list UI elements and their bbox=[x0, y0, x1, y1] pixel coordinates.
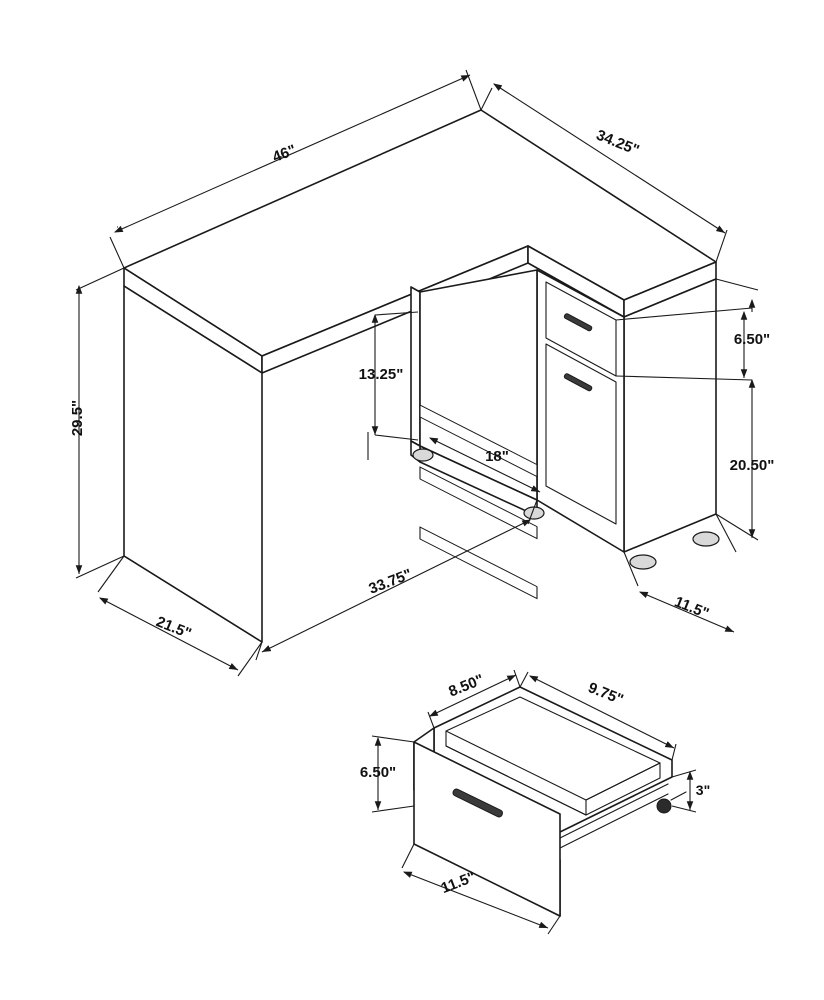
dim-drawer-face-height: 6.50" bbox=[733, 331, 771, 348]
main-desk-view bbox=[69, 70, 774, 676]
drawer-detail-view bbox=[360, 670, 710, 934]
foot-front bbox=[630, 555, 656, 569]
dim-shelf-height: 13.25" bbox=[358, 366, 404, 383]
dim-left-panel-depth: 21.5" bbox=[153, 613, 194, 643]
dim-top-right-depth: 34.25" bbox=[593, 126, 642, 160]
dim-cabinet-height: 20.50" bbox=[729, 457, 775, 474]
dim-drawer-slide-height: 3" bbox=[695, 782, 711, 798]
dim-overall-height: 29.5" bbox=[69, 399, 86, 437]
dim-top-left-width: 46" bbox=[270, 141, 299, 166]
dim-drawer-face-width: 11.5" bbox=[438, 868, 478, 898]
foot-shelf-left bbox=[413, 449, 433, 461]
dim-cabinet-depth: 11.5" bbox=[672, 593, 712, 623]
foot-right bbox=[693, 532, 719, 546]
dim-front-width: 33.75" bbox=[366, 565, 415, 598]
dim-drawer-face-height-detail: 6.50" bbox=[359, 764, 397, 781]
dim-shelf-width: 18" bbox=[485, 448, 509, 465]
dim-drawer-inner-width: 9.75" bbox=[585, 679, 626, 709]
dim-drawer-inner-depth: 8.50" bbox=[446, 671, 487, 701]
open-shelf-unit bbox=[411, 270, 537, 599]
